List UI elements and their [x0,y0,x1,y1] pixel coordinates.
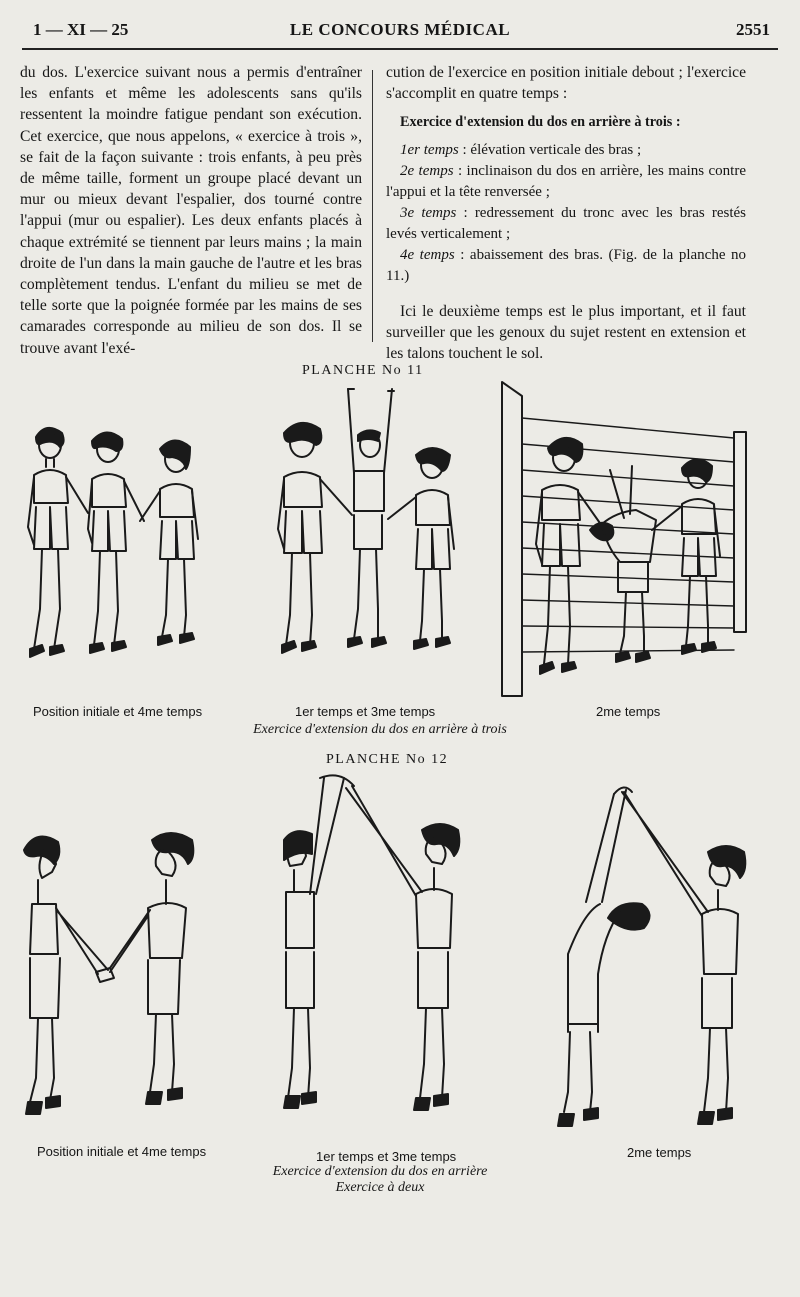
step-3 [386,203,746,245]
step-1 [386,140,746,161]
plate-12-subtitle-2: Exercice à deux [335,1180,425,1195]
step-label: 4e temps [400,246,455,263]
closing-paragraph: Ici le deuxième temps est le plus important, et il faut surveiller que les genoux du sujet restent en extension et les talons touchent le sol. [386,302,746,363]
step-label: 2e temps [400,162,454,179]
journal-title: LE CONCOURS MÉDICAL [289,20,511,39]
plate-12-caption-3: 2me temps [627,1145,692,1160]
step-label: 3e temps [400,204,457,221]
plate-12-title: PLANCHE No 12 [326,752,449,767]
left-column-text: du dos. L'exercice suivant nous a permis d'entraîner les enfants et même les adolescents sans qu'ils ressentent la moindre fatigue pendant son exécution. Cet exercice, que nous appelons, « exercice à trois », se fait de la façon suivante : trois enfants, à peu près de même taille, forment un groupe placé devant un mur ou mieux devant l'espalier, dos tourné contre l'appui (mur ou espalier). Les deux enfants placés à chaque extrémité se tiennent par leurs mains ; la main droite de l'un dans la main gauche de l'autre et les bras complètement tendus. L'enfant du milieu se met de telle sorte que la poignée formée par les mains de ses camarades corresponde au milieu de son dos. Il se trouve avant l'exé- [20,64,362,357]
step-4 [386,245,746,287]
step-text: : élévation verticale des bras ; [458,141,642,158]
illustration-pair-back-arch [540,780,760,1130]
illustration-pair-holding-hands [18,830,208,1130]
step-label: 1er temps [400,141,459,158]
illustration-arms-raised [262,385,472,675]
page-number: 2551 [736,20,770,39]
plate-11-subtitle: Exercice d'extension du dos en arrière à trois [253,722,507,737]
plate-12-subtitle: Exercice d'extension du dos en arrière [272,1164,488,1179]
illustration-wall-bars-back-extension [498,378,754,700]
header-rule [22,48,778,50]
plate-12-caption-1: Position initiale et 4me temps [37,1144,207,1159]
step-text: : redressement du tronc avec les bras restés levés verticalement ; [386,204,747,242]
plate-11-caption-3: 2me temps [596,704,661,719]
illustration-three-children-standing [20,415,220,675]
step-text: : inclinaison du dos en arrière, les mains contre l'appui et la tête renversée ; [386,162,746,200]
exercise-title: Exercice d'extension du dos en arrière à trois : [400,114,681,131]
right-column-intro: cution de l'exercice en position initiale debout ; l'exercice s'accomplit en quatre temps : [386,64,746,103]
left-column [20,62,362,359]
column-divider [372,70,373,342]
issue-date: 1 — XI — 25 [33,20,129,39]
step-text: : abaissement des bras. (Fig. de la planche no 11.) [386,246,747,284]
right-column [386,62,746,364]
plate-11-caption-1: Position initiale et 4me temps [33,704,203,719]
plate-11-title: PLANCHE No 11 [302,363,424,378]
illustration-pair-arms-raised [272,770,482,1120]
plate-11-caption-2: 1er temps et 3me temps [295,704,436,719]
plate-12-caption-2: 1er temps et 3me temps [316,1149,457,1164]
step-2 [386,161,746,203]
